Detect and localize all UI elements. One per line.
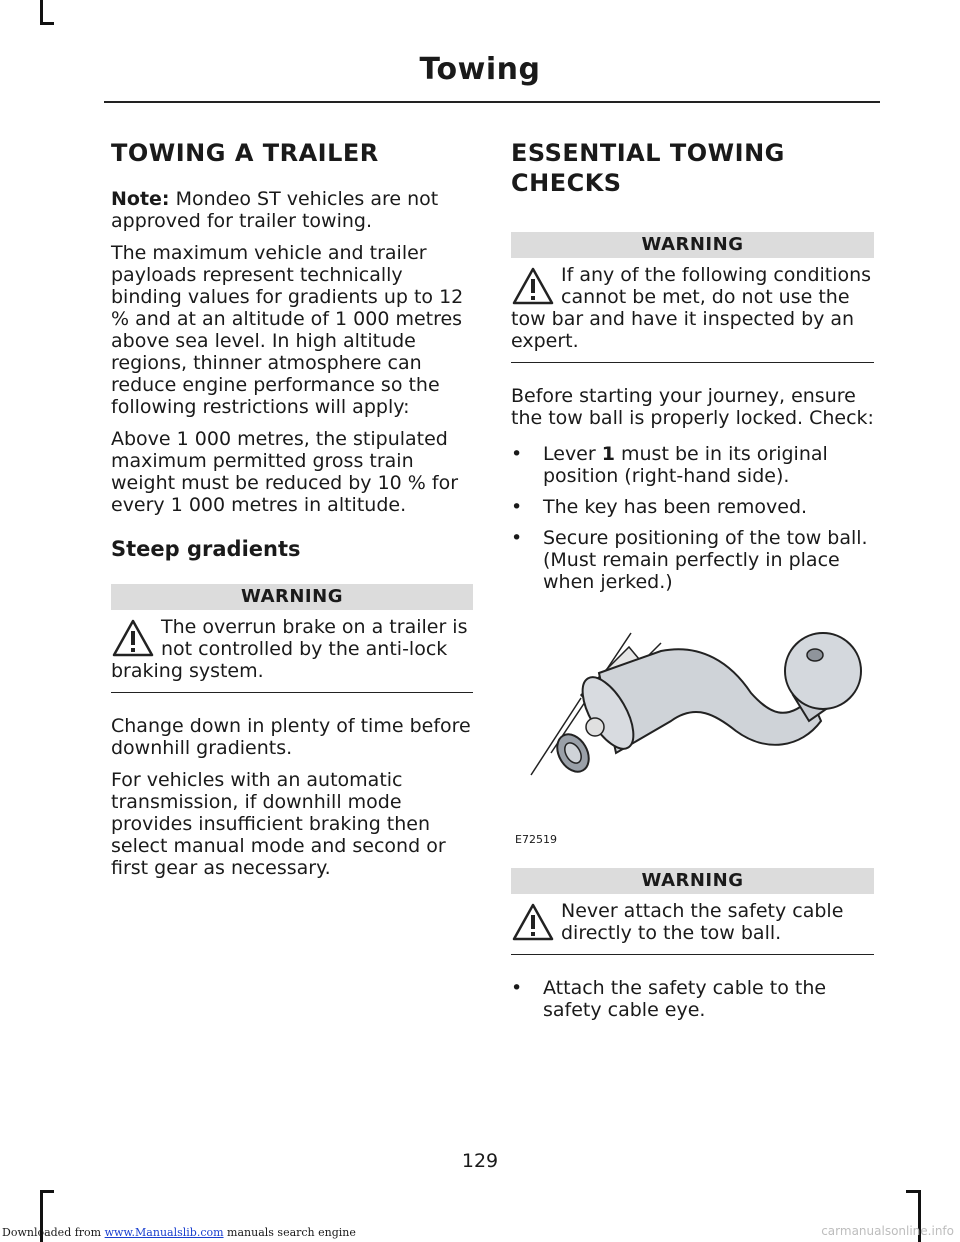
list-item: • Secure positioning of the tow ball. (Must remain perfectly in place when jerked.) bbox=[511, 527, 868, 593]
crop-mark-top-left-vertical bbox=[40, 0, 43, 24]
watermark: carmanualsonline.info bbox=[821, 1224, 954, 1238]
crop-mark-bottom-left-horizontal bbox=[40, 1190, 54, 1193]
warning-body bbox=[511, 258, 874, 362]
warning-bottom-rule bbox=[511, 362, 874, 363]
page-title: Towing bbox=[419, 52, 541, 87]
header-divider bbox=[104, 101, 880, 103]
check-list bbox=[511, 443, 874, 593]
heading-line-1: ESSENTIAL TOWING bbox=[511, 139, 785, 167]
warning-bottom-rule bbox=[111, 692, 473, 693]
warning-box-conditions bbox=[511, 232, 874, 363]
note-paragraph bbox=[111, 188, 473, 232]
warning-bottom-rule bbox=[511, 954, 874, 955]
section-heading-towing-trailer: TOWING A TRAILER bbox=[111, 139, 379, 167]
warning-triangle-icon bbox=[511, 266, 555, 306]
warning-title: WARNING bbox=[511, 868, 874, 894]
warning-text: If any of the following conditions cannot be met, do not use the tow bar and have it inspected by an expert. bbox=[511, 264, 872, 352]
note-label: Note: bbox=[111, 188, 170, 210]
warning-box-safety-cable bbox=[511, 868, 874, 955]
note-text: Mondeo ST vehicles are not approved for trailer towing. bbox=[111, 188, 439, 232]
warning-box-overrun-brake bbox=[111, 584, 473, 693]
warning-title: WARNING bbox=[111, 584, 473, 610]
warning-triangle-icon bbox=[511, 902, 555, 942]
bullet: • bbox=[511, 527, 523, 549]
tow-ball-illustration bbox=[511, 603, 874, 848]
altitude-paragraph: Above 1 000 metres, the stipulated maximum permitted gross train weight must be reduced by 10 % for every 1 000 metres in altitude. bbox=[111, 428, 459, 516]
list-item: • Attach the safety cable to the safety cable eye. bbox=[511, 977, 827, 1021]
right-column bbox=[511, 138, 874, 1030]
warning-body bbox=[511, 894, 874, 954]
heading-line-2: CHECKS bbox=[511, 169, 622, 197]
bullet: • bbox=[511, 443, 523, 465]
downhill-paragraph: Change down in plenty of time before downhill gradients. bbox=[111, 715, 471, 759]
automatic-transmission-paragraph: For vehicles with an automatic transmission, if downhill mode provides insufficient braking then select manual mode and second or first gear as necessary. bbox=[111, 769, 446, 879]
figure-code: E72519 bbox=[515, 833, 557, 846]
tow-bar-drawing bbox=[511, 603, 874, 848]
list-item: • Lever 1 must be in its original position (right-hand side). bbox=[511, 443, 828, 487]
subheading-steep-gradients: Steep gradients bbox=[111, 537, 301, 561]
crop-mark-top-left-horizontal bbox=[40, 22, 54, 25]
section-heading-essential-checks bbox=[511, 138, 874, 198]
bullet: • bbox=[511, 977, 523, 999]
journey-intro-paragraph: Before starting your journey, ensure the tow ball is properly locked. Check: bbox=[511, 385, 874, 429]
bullet: • bbox=[511, 496, 523, 518]
crop-mark-bottom-right-horizontal bbox=[906, 1190, 920, 1193]
left-column bbox=[111, 138, 473, 889]
download-footer: Downloaded from www.Manualslib.com manuals search engine bbox=[2, 1226, 356, 1239]
manualslib-link[interactable]: www.Manualslib.com bbox=[104, 1226, 224, 1239]
warning-body bbox=[111, 610, 473, 692]
safety-cable-list bbox=[511, 977, 874, 1021]
payload-paragraph: The maximum vehicle and trailer payloads represent technically binding values for gradients up to 12 % and at an altitude of 1 000 metres above sea level. In high altitude regions, thinner atmosphere can reduce engine performance so the following restrictions will apply: bbox=[111, 242, 464, 418]
warning-triangle-icon bbox=[111, 618, 155, 658]
warning-text: Never attach the safety cable directly to the tow ball. bbox=[561, 900, 844, 944]
warning-text: The overrun brake on a trailer is not controlled by the anti-lock braking system. bbox=[111, 616, 468, 682]
warning-title: WARNING bbox=[511, 232, 874, 258]
page-number: 129 bbox=[461, 1150, 499, 1172]
list-item: • The key has been removed. bbox=[511, 496, 808, 518]
